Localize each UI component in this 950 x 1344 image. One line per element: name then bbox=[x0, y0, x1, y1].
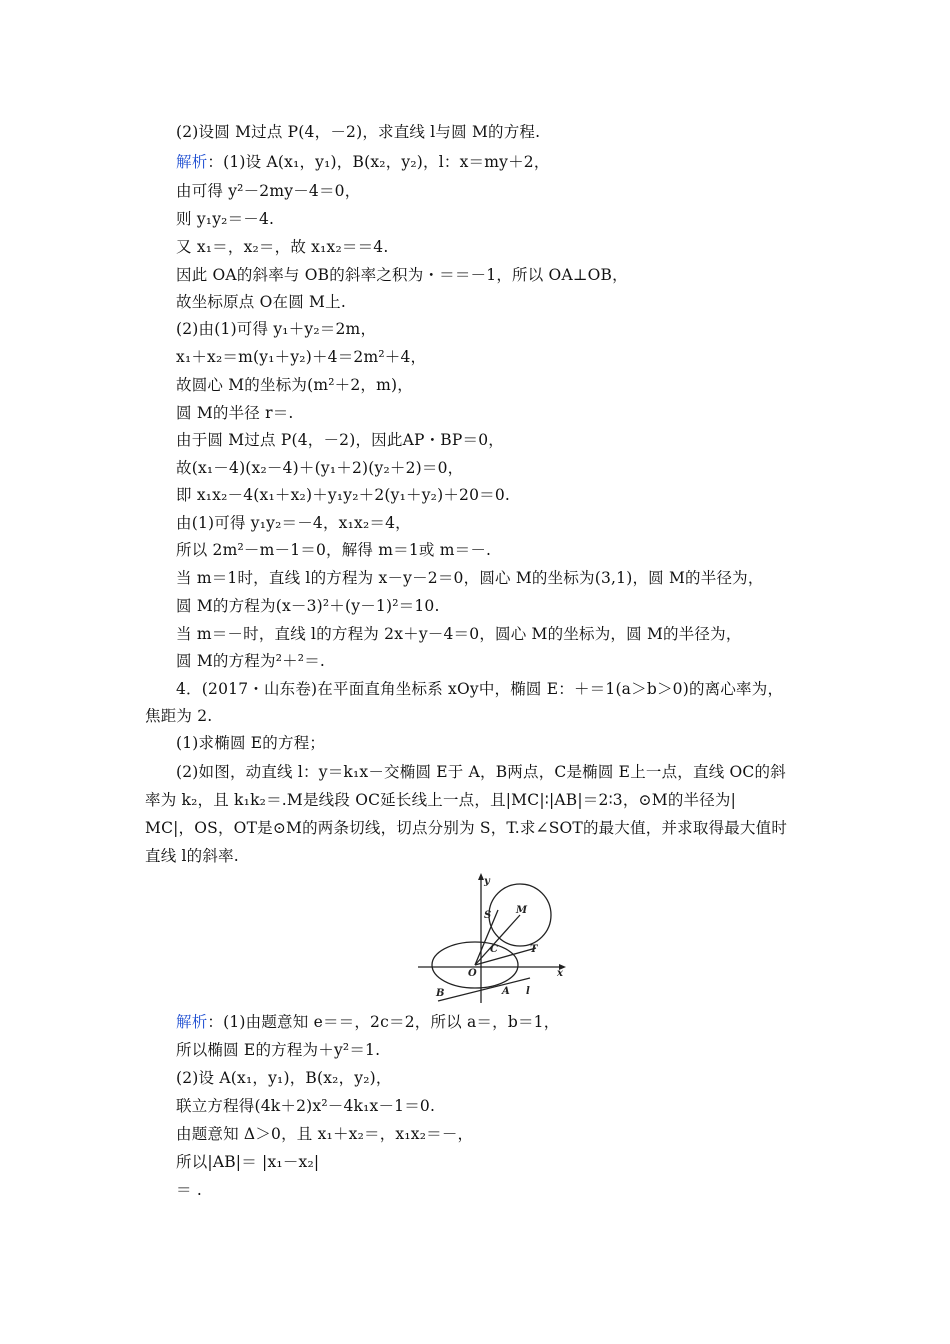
text-line bbox=[176, 1012, 559, 1032]
text-line: 所以|AB|＝ |x₁－x₂| bbox=[176, 1153, 320, 1171]
text-line: x₁＋x₂＝m(y₁＋y₂)＋4＝2m²＋4， bbox=[176, 348, 427, 366]
text-line: 因此 OA的斜率与 OB的斜率之积为・＝＝－1，所以 OA⊥OB， bbox=[176, 266, 628, 284]
text-line: 故圆心 M的坐标为(m²＋2，m)， bbox=[176, 376, 413, 394]
text-line: 当 m＝1时，直线 l的方程为 x－y－2＝0，圆心 M的坐标为(3,1)，圆 M的半径为， bbox=[176, 569, 764, 587]
text-line: MC|，OS，OT是⊙M的两条切线，切点分别为 S，T.求∠SOT的最大值，并求取得最大值时 bbox=[145, 819, 788, 837]
text-line: 故(x₁－4)(x₂－4)＋(y₁＋2)(y₂＋2)＝0， bbox=[176, 459, 464, 477]
text-line: 由于圆 M过点 P(4，－2)，因此AP・BP＝0， bbox=[176, 431, 504, 449]
label-s: S bbox=[484, 910, 492, 921]
label-a: A bbox=[502, 986, 510, 997]
text-line: 又 x₁＝，x₂＝，故 x₁x₂＝＝4. bbox=[176, 238, 389, 256]
text-line: 故坐标原点 O在圆 M上. bbox=[176, 293, 346, 311]
text-line: (1)求椭圆 E的方程； bbox=[176, 734, 326, 752]
text-line: 所以椭圆 E的方程为＋y²＝1. bbox=[176, 1041, 381, 1059]
label-y: y bbox=[484, 876, 490, 887]
text-line: (2)由(1)可得 y₁＋y₂＝2m， bbox=[176, 320, 377, 338]
label-t: T bbox=[530, 944, 538, 955]
analysis-label: 解析 bbox=[176, 1013, 208, 1031]
text-line: 直线 l的斜率. bbox=[145, 847, 239, 865]
text-line: 圆 M的方程为²＋²＝. bbox=[176, 652, 326, 670]
label-o: O bbox=[468, 968, 477, 979]
text-line: 圆 M的半径 r＝. bbox=[176, 404, 294, 422]
text-line: 所以 2m²－m－1＝0，解得 m＝1或 m＝－. bbox=[176, 541, 492, 559]
label-x: x bbox=[557, 968, 563, 979]
text-line: 联立方程得(4k＋2)x²－4k₁x－1＝0. bbox=[176, 1097, 436, 1115]
segment-om bbox=[475, 915, 520, 965]
label-m: M bbox=[516, 905, 528, 916]
text-line: 率为 k₂，且 k₁k₂＝.M是线段 OC延长线上一点，且|MC|∶|AB|＝2∶3，⊙M的半径为| bbox=[145, 791, 737, 809]
text-line: 即 x₁x₂－4(x₁＋x₂)＋y₁y₂＋2(y₁＋y₂)＋20＝0. bbox=[176, 486, 511, 504]
text-line: 则 y₁y₂＝－4. bbox=[176, 210, 275, 228]
text-line: ＝ . bbox=[176, 1181, 202, 1199]
label-l: l bbox=[526, 986, 530, 997]
tangent-ot bbox=[475, 948, 536, 965]
analysis-label: 解析 bbox=[176, 153, 208, 171]
text-line bbox=[176, 152, 550, 172]
text-line: 由可得 y²－2my－4＝0， bbox=[176, 182, 361, 200]
text-line: 圆 M的方程为(x－3)²＋(y－1)²＝10. bbox=[176, 597, 440, 615]
text-line: 当 m＝－时，直线 l的方程为 2x＋y－4＝0，圆心 M的坐标为，圆 M的半径为， bbox=[176, 625, 742, 643]
text-line: (2)设 A(x₁，y₁)，B(x₂，y₂)， bbox=[176, 1069, 392, 1087]
text-line: 由题意知 Δ＞0，且 x₁＋x₂＝，x₁x₂＝－， bbox=[176, 1125, 474, 1143]
text-line: (2)如图，动直线 l：y＝k₁x－交椭圆 E于 A，B两点，C是椭圆 E上一点，直线 OC的斜 bbox=[176, 763, 786, 781]
line-l bbox=[438, 978, 530, 1001]
label-b: B bbox=[436, 988, 445, 999]
text-line-content: ：(1)设 A(x₁，y₁)，B(x₂，y₂)，l：x＝my＋2， bbox=[207, 153, 550, 171]
text-line: 由(1)可得 y₁y₂＝－4，x₁x₂＝4， bbox=[176, 514, 411, 532]
text-line-content: ：(1)由题意知 e＝＝，2c＝2，所以 a＝，b＝1， bbox=[207, 1013, 560, 1031]
label-c: C bbox=[490, 944, 498, 955]
text-line: 焦距为 2. bbox=[145, 707, 213, 725]
text-line: 4．(2017・山东卷)在平面直角坐标系 xOy中，椭圆 E：＋＝1(a＞b＞0)的离心率为， bbox=[176, 680, 784, 698]
geometry-figure bbox=[418, 872, 568, 1004]
figure-svg bbox=[418, 872, 568, 1004]
text-line: (2)设圆 M过点 P(4，－2)，求直线 l与圆 M的方程. bbox=[176, 123, 541, 141]
